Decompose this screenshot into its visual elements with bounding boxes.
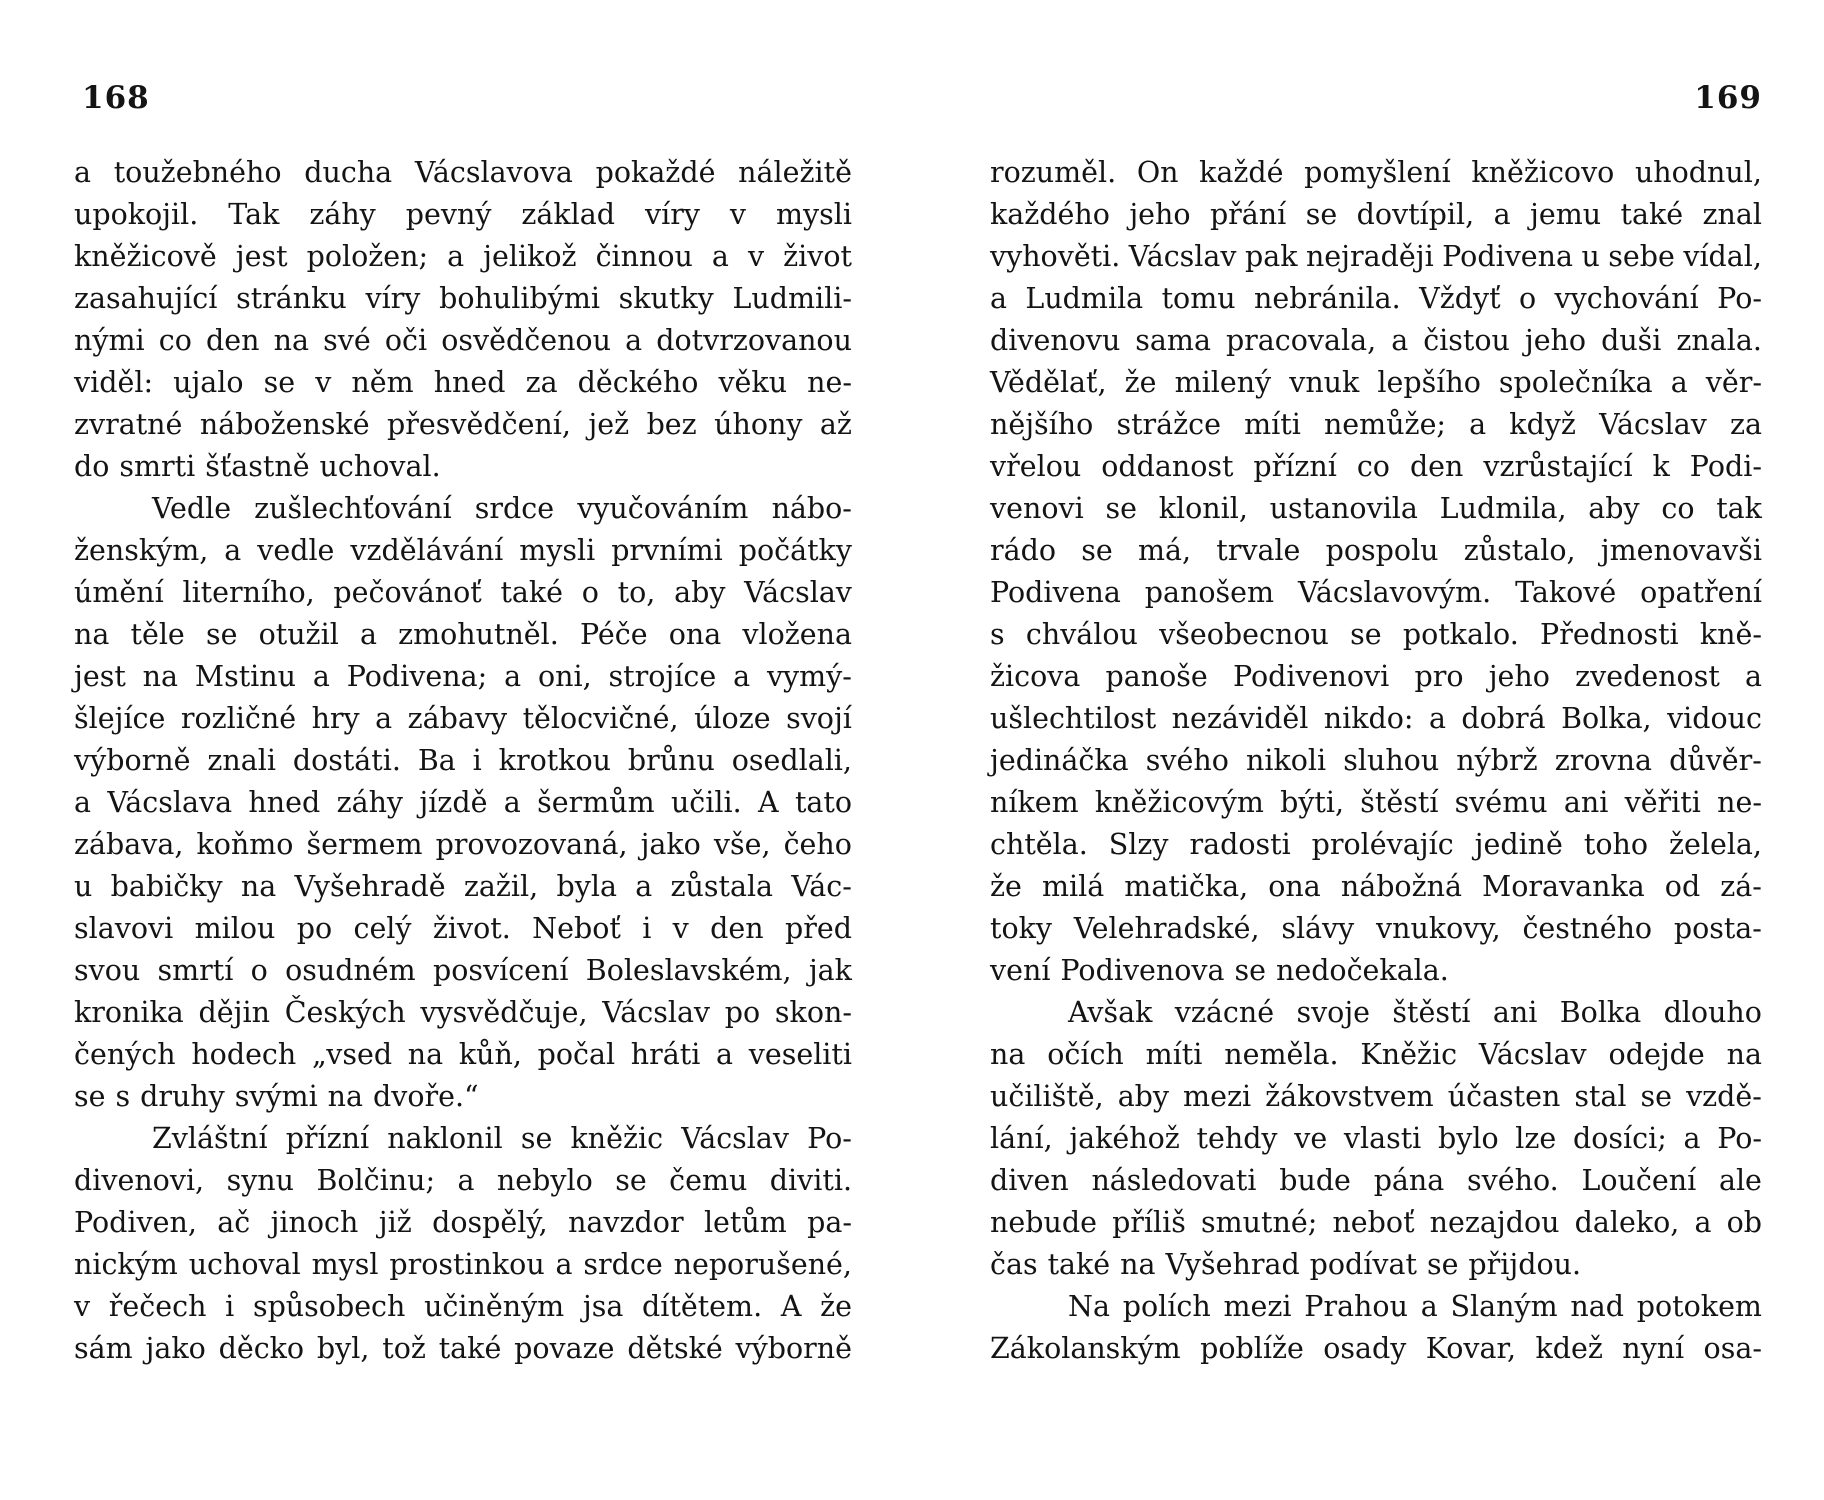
text-line: diven následovati bude pána svého. Loučení ale (990, 1164, 1762, 1197)
text-line: ušlechtilost nezáviděl nikdo: a dobrá Bolka, vidouc (990, 702, 1762, 735)
text-line: na těle se otužil a zmohutněl. Péče ona vložena (74, 618, 852, 651)
text-line: rozuměl. On každé pomyšlení kněžicovo uhodnul, (990, 156, 1762, 189)
text-line: v řečech i spůsobech učiněným jsa dítětem. A že (74, 1290, 852, 1323)
text-line: jest na Mstinu a Podivena; a oni, strojíce a vymý- (74, 660, 852, 693)
right-page (990, 0, 1762, 1500)
page-number-left: 168 (82, 80, 150, 116)
text-line: učiliště, aby mezi žákovstvem účasten stal se vzdě- (990, 1080, 1762, 1113)
text-line: se s druhy svými na dvoře.“ (74, 1080, 479, 1113)
text-line: kněžicově jest položen; a jelikož činnou a v život (74, 240, 852, 273)
text-line: jedináčka svého nikoli sluhou nýbrž zrovna důvěr- (990, 744, 1762, 777)
left-page-text (74, 152, 852, 1370)
text-line: slavovi milou po celý život. Neboť i v den před (74, 912, 852, 945)
text-line: s chválou všeobecnou se potkalo. Přednosti kně- (990, 618, 1762, 651)
text-line: nebude příliš smutné; neboť nezajdou daleko, a ob (990, 1206, 1762, 1239)
left-page (74, 0, 852, 1500)
text-line: Vedle zušlechťování srdce vyučováním nábo- (152, 492, 852, 525)
text-line: Avšak vzácné svoje štěstí ani Bolka dlouho (1068, 996, 1762, 1029)
text-line: kronika dějin Českých vysvědčuje, Vácslav po skon- (74, 996, 852, 1029)
text-line: šlejíce rozličné hry a zábavy tělocvičné, úloze svojí (74, 702, 852, 735)
text-line: ženským, a vedle vzdělávání mysli prvními počátky (74, 534, 852, 567)
text-line: čených hodech „vsed na kůň, počal hráti a veseliti (74, 1038, 852, 1071)
text-line: lání, jakéhož tehdy ve vlasti bylo lze dosíci; a Po- (990, 1122, 1762, 1155)
text-line: sám jako děcko byl, tož také povaze dětské výborně (74, 1332, 852, 1365)
text-line: nými co den na své oči osvědčenou a dotvrzovanou (74, 324, 852, 357)
text-line: Zákolanským poblíže osady Kovar, kdež nyní osa- (990, 1332, 1762, 1365)
text-line: každého jeho přání se dovtípil, a jemu také znal (990, 198, 1762, 231)
text-line: vřelou oddanost přízní co den vzrůstající k Podi- (990, 450, 1762, 483)
text-line: Podiven, ač jinoch již dospělý, navzdor letům pa- (74, 1206, 852, 1239)
text-line: nickým uchoval mysl prostinkou a srdce neporušené, (74, 1248, 852, 1281)
text-line: vyhověti. Vácslav pak nejraději Podivena u sebe vídal, (990, 240, 1762, 273)
text-line: chtěla. Slzy radosti prolévajíc jedině toho želela, (990, 828, 1762, 861)
text-line: zvratné náboženské přesvědčení, jež bez úhony až (74, 408, 852, 441)
text-line: divenovi, synu Bolčinu; a nebylo se čemu diviti. (74, 1164, 852, 1197)
page-number-right: 169 (1694, 80, 1762, 116)
text-line: žicova panoše Podivenovi pro jeho zvedenost a (990, 660, 1762, 693)
text-line: zasahující stránku víry bohulibými skutky Ludmili- (74, 282, 852, 315)
text-line: toky Velehradské, slávy vnukovy, čestného posta- (990, 912, 1762, 945)
text-line: a Ludmila tomu nebránila. Vždyť o vychování Po- (990, 282, 1762, 315)
text-line: a toužebného ducha Vácslavova pokaždé náležitě (74, 156, 852, 189)
text-line: a Vácslava hned záhy jízdě a šermům učili. A tato (74, 786, 852, 819)
text-line: na očích míti neměla. Kněžic Vácslav odejde na (990, 1038, 1762, 1071)
text-line: do smrti šťastně uchoval. (74, 450, 441, 483)
text-line: divenovu sama pracovala, a čistou jeho duši znala. (990, 324, 1762, 357)
text-line: rádo se má, trvale pospolu zůstalo, jmenovavši (990, 534, 1762, 567)
text-line: že milá matička, ona nábožná Moravanka od zá- (990, 870, 1762, 903)
text-line: upokojil. Tak záhy pevný základ víry v mysli (74, 198, 852, 231)
text-line: vení Podivenova se nedočekala. (990, 954, 1449, 987)
text-line: Podivena panošem Vácslavovým. Takové opatření (990, 576, 1762, 609)
right-page-text (990, 152, 1762, 1370)
text-line: viděl: ujalo se v něm hned za děckého věku ne- (74, 366, 852, 399)
text-line: u babičky na Vyšehradě zažil, byla a zůstala Vác- (74, 870, 852, 903)
text-line: zábava, koňmo šermem provozovaná, jako vše, čeho (74, 828, 852, 861)
text-line: Vědělať, že milený vnuk lepšího společníka a věr- (990, 366, 1762, 399)
text-line: úmění literního, pečovánoť také o to, aby Vácslav (74, 576, 852, 609)
text-line: svou smrtí o osudném posvícení Boleslavském, jak (74, 954, 852, 987)
text-line: Zvláštní přízní naklonil se kněžic Vácslav Po- (152, 1122, 852, 1155)
text-line: výborně znali dostáti. Ba i krotkou brůnu osedlali, (74, 744, 852, 777)
text-line: nějšího strážce míti nemůže; a když Vácslav za (990, 408, 1762, 441)
text-line: Na polích mezi Prahou a Slaným nad potokem (1068, 1290, 1762, 1323)
text-line: venovi se klonil, ustanovila Ludmila, aby co tak (990, 492, 1762, 525)
text-line: čas také na Vyšehrad podívat se přijdou. (990, 1248, 1582, 1281)
text-line: níkem kněžicovým býti, štěstí svému ani věřiti ne- (990, 786, 1762, 819)
